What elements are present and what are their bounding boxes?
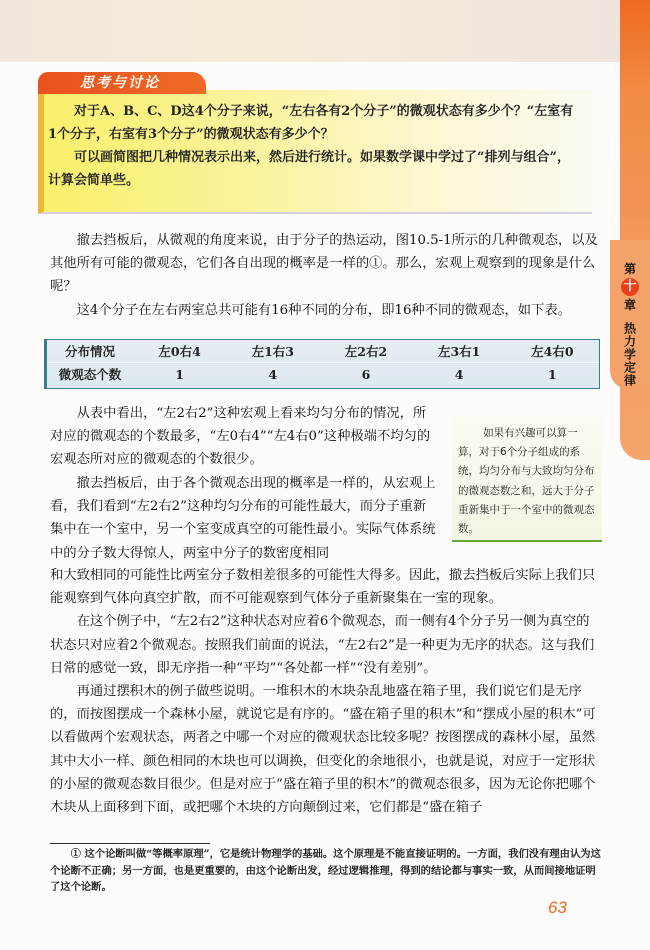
table-cell: 4 — [268, 366, 278, 382]
row-header: 微观态个数 — [58, 367, 122, 382]
table-row-distribution — [47, 340, 599, 363]
margin-note-text: 如果有兴趣可以算一算，对于6个分子组成的系统，均匀分布与大致均匀分布的微观态数之和，远大于分子重新集中于一个室中的微观态数。 — [458, 427, 595, 536]
table-row-count — [47, 363, 599, 386]
table-cell: 4 — [454, 366, 464, 382]
body-paragraph-continued: 和大致相同的可能性比两室分子数相差很多的可能性大得多。因此，撤去挡板后实际上我们只能观察到气体向真空扩散，而不可能观察到气体分子重新聚集在一室的现象。 — [50, 568, 596, 607]
table-cell: 左4右0 — [506, 340, 599, 363]
table-cell: 1 — [175, 366, 184, 382]
table-cell: 左3右1 — [413, 340, 506, 363]
row-header: 分布情况 — [47, 340, 133, 363]
body-paragraph: 从表中看出，“左2右2”这种宏观上看来均匀分布的情况，所对应的微观态的个数最多，“左0右4”“左4右0”这种极端不均匀的宏观态所对应的微观态的个数很少。 — [50, 406, 431, 468]
body-paragraph: 这4个分子在左右两室总共可能有16种不同的分布，即16种不同的微观态，如下表。 — [76, 302, 571, 318]
table-cell: 左0右4 — [133, 340, 226, 363]
chapter-prefix: 第 — [623, 262, 636, 276]
margin-note — [452, 416, 602, 542]
body-paragraph: 撤去挡板后，从微观的角度来说，由于分子的热运动，图10.5-1所示的几种微观态，以及其他所有可能的微观态，它们各自出现的概率是一样的①。那么，宏观上观察到的现象是什么呢？ — [50, 233, 598, 295]
discussion-paragraph: 对于A、B、C、D这4个分子来说，“左右各有2个分子”的微观状态有多少个？“左室有1个分子，右室有3个分子”的微观状态有多少个？ — [48, 104, 574, 142]
discussion-title: 思考与讨论 — [38, 72, 206, 94]
chapter-tab — [610, 240, 650, 390]
table-cell: 左1右3 — [226, 340, 319, 363]
discussion-text — [48, 100, 578, 192]
chapter-suffix: 章 — [623, 298, 636, 312]
table-cell: 1 — [548, 366, 557, 382]
body-paragraph: 撤去挡板后，由于各个微观态出现的概率是一样的，从宏观上看，我们看到“左2右2”这种均匀分布的可能性最大，而分子重新集中在一个室中，另一个室变成真空的可能性最小。实际气体系统中的分子数大得惊人，两室中分子的数密度相同 — [50, 476, 436, 561]
body-section-4 — [50, 564, 602, 819]
chapter-title: 热力学定律 — [622, 322, 637, 387]
top-decorative-band — [0, 0, 620, 62]
chapter-side-strip — [620, 0, 650, 460]
discussion-paragraph: 可以画简图把几种情况表示出来，然后进行统计。如果数学课中学过了“排列与组合”，计算会简单些。 — [48, 150, 570, 188]
microstate-table — [44, 339, 600, 389]
table-cell: 6 — [361, 366, 371, 382]
body-section-2 — [50, 402, 438, 472]
chapter-number-badge: 十 — [621, 278, 639, 296]
body-section-1 — [50, 229, 602, 322]
page-number: 63 — [548, 898, 567, 917]
body-paragraph: 再通过摆积木的例子做些说明。一堆积木的木块杂乱地盛在箱子里，我们说它们是无序的，而按图摆成一个森林小屋，就说它是有序的。“盛在箱子里的积木”和“摆成小屋的积木”可以看做两个宏观状态，两者之中哪一个对应的微观状态比较多呢？按图摆成的森林小屋，虽然其中大小一样、颜色相同的木块也可以调换，但变化的余地很小，也就是说，对应于一定形状的小屋的微观态数目很少。但是对应于“盛在箱子里的积木”的微观态很多，因为无论你把哪个木块从上面移到下面，或把哪个木块的方向颠倒过来，它们都是“盛在箱子 — [50, 684, 596, 816]
body-section-3 — [50, 472, 438, 564]
table-cell: 左2右2 — [319, 340, 412, 363]
footnote — [50, 846, 602, 896]
body-paragraph: 在这个例子中，“左2右2”这种状态对应着6个微观态，而一侧有4个分子另一侧为真空的状态只对应着2个微观态。按照我们前面的说法，“左2右2”是一种更为无序的状态。这与我们日常的感觉一致，即无序指一种“平均”“各处都一样”“没有差别”。 — [50, 614, 595, 676]
footnote-divider — [50, 843, 210, 844]
footnote-text: ① 这个论断叫做“等概率原理”，它是统计物理学的基础。这个原理是不能直接证明的。一方面，我们没有理由认为这个论断不正确；另一方面，也是更重要的，由这个论断出发，经过逻辑推理，得到的结论都与事实一致，从而间接地证明了这个论断。 — [50, 848, 601, 893]
